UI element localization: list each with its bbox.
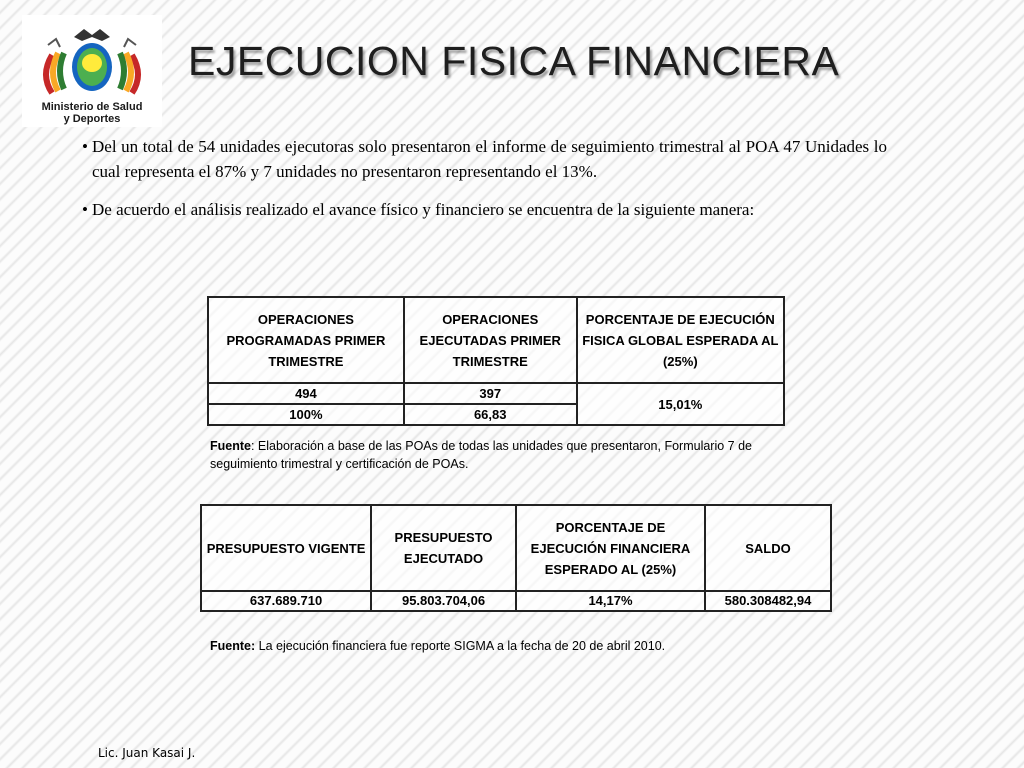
header-cell: PRESUPUESTO EJECUTADO [371,505,516,591]
source-text: La ejecución financiera fue reporte SIGMA a la fecha de 20 de abril 2010. [255,639,666,653]
table-cell: 14,17% [516,591,705,611]
table-cell: 15,01% [577,383,784,425]
table-header-row [201,505,831,591]
header-cell: PRESUPUESTO VIGENTE [201,505,371,591]
table-row [208,383,784,404]
table-cell: 397 [404,383,577,404]
header-cell: PORCENTAJE DE EJECUCIÓN FISICA GLOBAL ESPERADA AL (25%) [577,297,784,383]
table-cell: 95.803.704,06 [371,591,516,611]
ministry-name-line1: Ministerio de Salud [41,101,143,113]
table-header-row [208,297,784,383]
physical-source-note [210,437,770,473]
ministry-name [22,101,162,125]
bullet-text: De acuerdo el análisis realizado el avance físico y financiero se encuentra de la siguiente manera: [92,200,755,219]
header-cell: OPERACIONES PROGRAMADAS PRIMER TRIMESTRE [208,297,404,383]
financial-execution-table [200,504,832,612]
source-label: Fuente: [210,639,256,653]
table-cell: 100% [208,404,404,425]
source-label: Fuente [210,439,251,453]
table-cell: 494 [208,383,404,404]
physical-execution-table [207,296,785,426]
source-text: : Elaboración a base de las POAs de todas las unidades que presentaron, Formulario 7 de seguimiento trimestral y certificación de POAs. [210,439,752,471]
header-cell: OPERACIONES EJECUTADAS PRIMER TRIMESTRE [404,297,577,383]
bolivia-coat-of-arms-icon [22,15,162,101]
header-cell: SALDO [705,505,831,591]
header-cell: PORCENTAJE DE EJECUCIÓN FINANCIERA ESPERADO AL (25%) [516,505,705,591]
bullet-item [82,134,887,184]
table-row [201,591,831,611]
author-footer: Lic. Juan Kasai J. [98,746,196,760]
bullet-list [82,134,887,222]
financial-source-note [210,637,830,655]
bullet-marker: • [82,137,88,156]
bullet-text: Del un total de 54 unidades ejecutoras solo presentaron el informe de seguimiento trimestral al POA 47 Unidades lo cual representa el 87% y 7 unidades no presentaron representando el 13%. [92,137,887,181]
ministry-logo [22,15,162,127]
table-cell: 637.689.710 [201,591,371,611]
bullet-marker: • [82,200,88,219]
bullet-item [82,197,887,222]
page-title: EJECUCION FISICA FINANCIERA [188,38,840,84]
table-cell: 66,83 [404,404,577,425]
ministry-name-line2: y Deportes [63,113,121,125]
table-cell: 580.308482,94 [705,591,831,611]
